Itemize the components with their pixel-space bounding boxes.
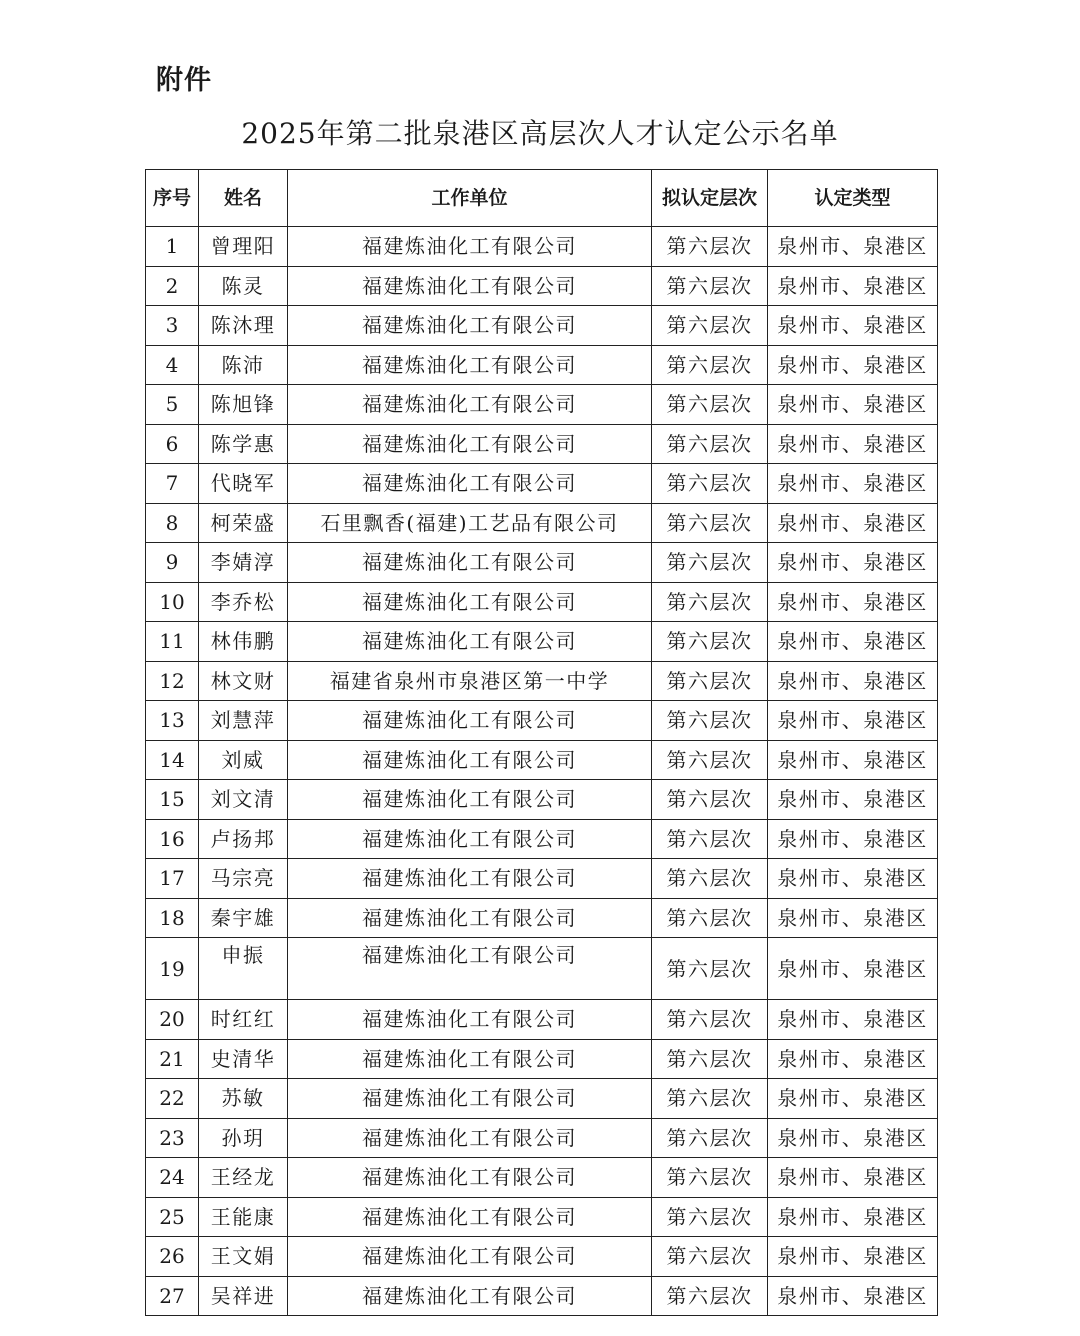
table-row [146,306,938,346]
cell-type: 泉州市、泉港区 [768,1237,938,1277]
cell-level: 第六层次 [652,266,768,306]
cell-name: 李乔松 [199,582,288,622]
cell-name: 代晓军 [199,464,288,504]
cell-type: 泉州市、泉港区 [768,464,938,504]
cell-level: 第六层次 [652,227,768,267]
cell-name: 陈沐理 [199,306,288,346]
cell-level: 第六层次 [652,424,768,464]
cell-name: 时红红 [199,1000,288,1040]
cell-type: 泉州市、泉港区 [768,1079,938,1119]
cell-unit: 福建炼油化工有限公司 [288,1079,652,1119]
table-row [146,859,938,899]
header-name: 姓名 [199,170,288,227]
cell-type: 泉州市、泉港区 [768,938,938,1000]
cell-unit: 福建炼油化工有限公司 [288,385,652,425]
cell-unit: 福建炼油化工有限公司 [288,424,652,464]
cell-level: 第六层次 [652,898,768,938]
cell-seq: 10 [146,582,199,622]
table-row [146,701,938,741]
cell-type: 泉州市、泉港区 [768,1158,938,1198]
header-seq: 序号 [146,170,199,227]
cell-name: 刘文清 [199,780,288,820]
cell-level: 第六层次 [652,622,768,662]
cell-unit: 福建炼油化工有限公司 [288,1000,652,1040]
cell-seq: 20 [146,1000,199,1040]
cell-level: 第六层次 [652,1237,768,1277]
header-level: 拟认定层次 [652,170,768,227]
document-title: 2025年第二批泉港区高层次人才认定公示名单 [241,117,839,150]
cell-name: 史清华 [199,1039,288,1079]
cell-name: 刘慧萍 [199,701,288,741]
table-row [146,740,938,780]
cell-level: 第六层次 [652,543,768,583]
cell-level: 第六层次 [652,859,768,899]
cell-name: 申振 [199,938,288,1000]
cell-seq: 22 [146,1079,199,1119]
cell-name: 吴祥进 [199,1276,288,1316]
cell-unit: 福建炼油化工有限公司 [288,266,652,306]
cell-seq: 26 [146,1237,199,1277]
cell-level: 第六层次 [652,385,768,425]
table-row [146,464,938,504]
cell-name: 王文娟 [199,1237,288,1277]
cell-type: 泉州市、泉港区 [768,306,938,346]
cell-type: 泉州市、泉港区 [768,227,938,267]
cell-name: 李婧淳 [199,543,288,583]
cell-unit: 福建炼油化工有限公司 [288,1118,652,1158]
cell-unit: 福建炼油化工有限公司 [288,740,652,780]
cell-level: 第六层次 [652,1276,768,1316]
cell-unit: 福建炼油化工有限公司 [288,306,652,346]
cell-type: 泉州市、泉港区 [768,740,938,780]
cell-level: 第六层次 [652,464,768,504]
cell-level: 第六层次 [652,1197,768,1237]
cell-level: 第六层次 [652,780,768,820]
cell-level: 第六层次 [652,306,768,346]
cell-level: 第六层次 [652,1118,768,1158]
cell-name: 孙玥 [199,1118,288,1158]
cell-type: 泉州市、泉港区 [768,819,938,859]
cell-type: 泉州市、泉港区 [768,661,938,701]
cell-type: 泉州市、泉港区 [768,385,938,425]
cell-seq: 1 [146,227,199,267]
table-row [146,1039,938,1079]
cell-seq: 21 [146,1039,199,1079]
cell-type: 泉州市、泉港区 [768,859,938,899]
cell-level: 第六层次 [652,503,768,543]
attachment-label: 附件 [156,65,212,96]
cell-type: 泉州市、泉港区 [768,1197,938,1237]
cell-seq: 9 [146,543,199,583]
cell-seq: 19 [146,938,199,1000]
cell-name: 王经龙 [199,1158,288,1198]
cell-unit: 福建炼油化工有限公司 [288,938,652,1000]
cell-seq: 27 [146,1276,199,1316]
cell-type: 泉州市、泉港区 [768,266,938,306]
cell-unit: 福建炼油化工有限公司 [288,1039,652,1079]
cell-seq: 11 [146,622,199,662]
cell-level: 第六层次 [652,1039,768,1079]
cell-unit: 石里飘香(福建)工艺品有限公司 [288,503,652,543]
table-row [146,780,938,820]
cell-seq: 6 [146,424,199,464]
cell-type: 泉州市、泉港区 [768,424,938,464]
cell-seq: 8 [146,503,199,543]
cell-name: 王能康 [199,1197,288,1237]
cell-level: 第六层次 [652,938,768,1000]
cell-seq: 25 [146,1197,199,1237]
cell-unit: 福建炼油化工有限公司 [288,819,652,859]
cell-type: 泉州市、泉港区 [768,582,938,622]
cell-seq: 24 [146,1158,199,1198]
cell-seq: 5 [146,385,199,425]
cell-name: 陈学惠 [199,424,288,464]
cell-seq: 12 [146,661,199,701]
table-row [146,582,938,622]
table-row [146,1079,938,1119]
table-row [146,819,938,859]
cell-seq: 13 [146,701,199,741]
cell-type: 泉州市、泉港区 [768,503,938,543]
cell-level: 第六层次 [652,661,768,701]
table-row [146,543,938,583]
cell-name: 马宗亮 [199,859,288,899]
cell-type: 泉州市、泉港区 [768,1000,938,1040]
cell-unit: 福建炼油化工有限公司 [288,859,652,899]
cell-type: 泉州市、泉港区 [768,898,938,938]
cell-seq: 4 [146,345,199,385]
cell-name: 陈旭锋 [199,385,288,425]
cell-level: 第六层次 [652,740,768,780]
cell-level: 第六层次 [652,701,768,741]
cell-seq: 7 [146,464,199,504]
cell-level: 第六层次 [652,345,768,385]
cell-name: 曾理阳 [199,227,288,267]
table-row [146,227,938,267]
table-row [146,938,938,1000]
cell-seq: 15 [146,780,199,820]
cell-name: 陈灵 [199,266,288,306]
cell-seq: 14 [146,740,199,780]
cell-unit: 福建炼油化工有限公司 [288,1276,652,1316]
table-row [146,1197,938,1237]
table-row [146,1158,938,1198]
cell-name: 刘威 [199,740,288,780]
cell-unit: 福建炼油化工有限公司 [288,543,652,583]
cell-name: 卢扬邦 [199,819,288,859]
table-row [146,898,938,938]
cell-seq: 17 [146,859,199,899]
cell-unit: 福建炼油化工有限公司 [288,780,652,820]
cell-level: 第六层次 [652,582,768,622]
cell-unit: 福建炼油化工有限公司 [288,1237,652,1277]
table-row [146,266,938,306]
table-row [146,1118,938,1158]
table-row [146,1000,938,1040]
cell-level: 第六层次 [652,819,768,859]
table-row [146,1276,938,1316]
table-row [146,385,938,425]
talent-roster-table [145,169,938,1316]
table-row [146,503,938,543]
table-row [146,661,938,701]
cell-seq: 3 [146,306,199,346]
cell-unit: 福建炼油化工有限公司 [288,898,652,938]
cell-type: 泉州市、泉港区 [768,1118,938,1158]
cell-name: 林文财 [199,661,288,701]
cell-type: 泉州市、泉港区 [768,701,938,741]
table-row [146,424,938,464]
table-body [146,227,938,1316]
table-row [146,1237,938,1277]
cell-name: 秦宇雄 [199,898,288,938]
cell-unit: 福建炼油化工有限公司 [288,1197,652,1237]
cell-level: 第六层次 [652,1079,768,1119]
cell-seq: 2 [146,266,199,306]
cell-name: 苏敏 [199,1079,288,1119]
cell-unit: 福建炼油化工有限公司 [288,1158,652,1198]
table-row [146,622,938,662]
cell-unit: 福建炼油化工有限公司 [288,464,652,504]
cell-name: 陈沛 [199,345,288,385]
cell-name: 林伟鹏 [199,622,288,662]
header-unit: 工作单位 [288,170,652,227]
cell-type: 泉州市、泉港区 [768,622,938,662]
cell-unit: 福建炼油化工有限公司 [288,227,652,267]
cell-level: 第六层次 [652,1000,768,1040]
cell-level: 第六层次 [652,1158,768,1198]
cell-type: 泉州市、泉港区 [768,1276,938,1316]
cell-name: 柯荣盛 [199,503,288,543]
cell-unit: 福建炼油化工有限公司 [288,345,652,385]
cell-seq: 23 [146,1118,199,1158]
cell-unit: 福建炼油化工有限公司 [288,582,652,622]
cell-unit: 福建炼油化工有限公司 [288,701,652,741]
table-header-row [146,170,938,227]
cell-seq: 16 [146,819,199,859]
cell-type: 泉州市、泉港区 [768,543,938,583]
cell-type: 泉州市、泉港区 [768,345,938,385]
table-row [146,345,938,385]
cell-seq: 18 [146,898,199,938]
cell-type: 泉州市、泉港区 [768,1039,938,1079]
cell-unit: 福建省泉州市泉港区第一中学 [288,661,652,701]
cell-unit: 福建炼油化工有限公司 [288,622,652,662]
header-type: 认定类型 [768,170,938,227]
cell-type: 泉州市、泉港区 [768,780,938,820]
